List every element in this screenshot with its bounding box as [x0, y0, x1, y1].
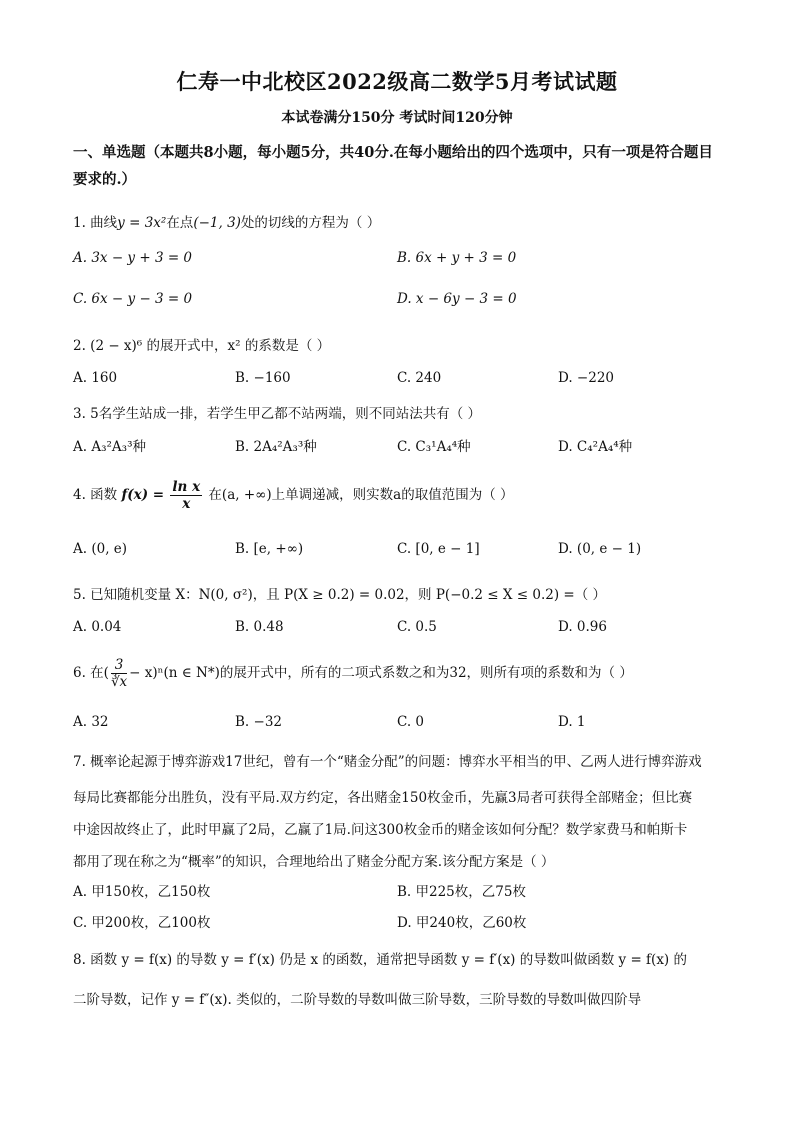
question-3-stem: 3. 5名学生站成一排，若学生甲乙都不站两端，则不同站法共有（ ）: [73, 406, 482, 422]
q4-option-a[interactable]: A. (0, e): [73, 541, 128, 557]
q2-option-d[interactable]: D. −220: [558, 370, 615, 386]
q3-option-a[interactable]: A. A₃²A₃³种: [73, 439, 146, 455]
question-7-line-2: 每局比赛都能分出胜负，没有平局.双方约定，各出赌金150枚金币，先赢3局者可获得全部赌金；但比赛: [73, 790, 693, 806]
q4-text-post: 在(a, +∞)上单调递减，则实数a的取值范围为（ ）: [208, 487, 514, 503]
q1-option-c[interactable]: C. 6x − y − 3 = 0: [73, 291, 193, 307]
question-7-line-1: 7. 概率论起源于博弈游戏17世纪，曾有一个“赌金分配”的问题：博弈水平相当的甲、乙两人进行博弈游戏: [73, 754, 702, 770]
question-8-line-2: 二阶导数，记作 y = f″(x). 类似的，二阶导数的导数叫做三阶导数，三阶导数的导数叫做四阶导: [73, 992, 642, 1008]
q1-option-b[interactable]: B. 6x + y + 3 = 0: [397, 250, 517, 266]
q2-option-b[interactable]: B. −160: [235, 370, 291, 386]
q4-function: f(x) =: [121, 487, 165, 503]
exam-info: 本试卷满分150分 考试时间120分钟: [281, 110, 513, 126]
question-6-stem: [73, 657, 633, 690]
q6-option-d[interactable]: D. 1: [558, 714, 586, 730]
q2-option-a[interactable]: A. 160: [73, 370, 118, 386]
question-5-stem: 5. 已知随机变量 X：N(0, σ²)，且 P(X ≥ 0.2) = 0.02，则 P(−0.2 ≤ X ≤ 0.2) =（ ）: [73, 587, 607, 603]
q4-fraction: [170, 479, 202, 512]
question-7-line-4: 都用了现在称之为“概率”的知识，合理地给出了赌金分配方案.该分配方案是（ ）: [73, 854, 555, 870]
q4-option-c[interactable]: C. [0, e − 1]: [397, 541, 480, 557]
q3-option-b[interactable]: B. 2A₄²A₃³种: [235, 439, 317, 455]
q5-option-a[interactable]: A. 0.04: [73, 619, 122, 635]
question-4-stem: [73, 479, 513, 512]
q2-option-c[interactable]: C. 240: [397, 370, 442, 386]
question-8-line-1: 8. 函数 y = f(x) 的导数 y = f′(x) 仍是 x 的函数，通常把导函数 y = f′(x) 的导数叫做函数 y = f(x) 的: [73, 952, 687, 968]
q7-option-d[interactable]: D. 甲240枚，乙60枚: [397, 915, 527, 931]
section-heading: 一、单选题（本题共8小题，每小题5分，共40分.在每小题给出的四个选项中，只有一项是符合题目要求的.）: [73, 144, 713, 188]
q1-option-a[interactable]: A. 3x − y + 3 = 0: [73, 250, 193, 266]
q4-numerator: ln x: [172, 479, 201, 495]
q1-math-point: (−1, 3): [193, 215, 241, 231]
q1-option-d[interactable]: D. x − 6y − 3 = 0: [397, 291, 517, 307]
question-7-line-3: 中途因故终止了，此时甲赢了2局，乙赢了1局.问这300枚金币的赌金该如何分配？数学家费马和帕斯卡: [73, 822, 688, 838]
q1-text-pre: 1. 曲线: [73, 215, 118, 231]
q1-text-post: 处的切线的方程为（ ）: [240, 215, 381, 231]
q6-option-b[interactable]: B. −32: [235, 714, 282, 730]
q3-option-d[interactable]: D. C₄²A₄⁴种: [558, 439, 633, 455]
q4-option-d[interactable]: D. (0, e − 1): [558, 541, 642, 557]
q6-option-c[interactable]: C. 0: [397, 714, 425, 730]
question-1-stem: [73, 211, 380, 231]
q5-option-d[interactable]: D. 0.96: [558, 619, 607, 635]
q6-option-a[interactable]: A. 32: [73, 714, 109, 730]
q4-option-b[interactable]: B. [e, +∞): [235, 541, 304, 557]
page-title: 仁寿一中北校区2022级高二数学5月考试试题: [176, 69, 618, 94]
q7-option-a[interactable]: A. 甲150枚，乙150枚: [73, 884, 211, 900]
question-2-stem: 2. (2 − x)⁶ 的展开式中，x² 的系数是（ ）: [73, 338, 331, 354]
q6-text-pre: 6. 在(: [73, 665, 109, 681]
q4-denominator: x: [182, 496, 191, 512]
q6-denominator: ∛x: [110, 674, 128, 690]
q4-text-pre: 4. 函数: [73, 487, 118, 503]
q7-option-b[interactable]: B. 甲225枚，乙75枚: [397, 884, 526, 900]
q6-text-post: − x)ⁿ(n ∈ N*)的展开式中，所有的二项式系数之和为32，则所有项的系数和为（ ）: [129, 665, 633, 681]
q7-option-c[interactable]: C. 甲200枚，乙100枚: [73, 915, 211, 931]
q6-fraction: [111, 657, 127, 690]
q6-numerator: 3: [111, 657, 127, 674]
q5-option-c[interactable]: C. 0.5: [397, 619, 437, 635]
q5-option-b[interactable]: B. 0.48: [235, 619, 284, 635]
q1-math-curve: y = 3x²: [117, 215, 167, 231]
q3-option-c[interactable]: C. C₃¹A₄⁴种: [397, 439, 471, 455]
q1-text-mid: 在点: [166, 215, 194, 231]
